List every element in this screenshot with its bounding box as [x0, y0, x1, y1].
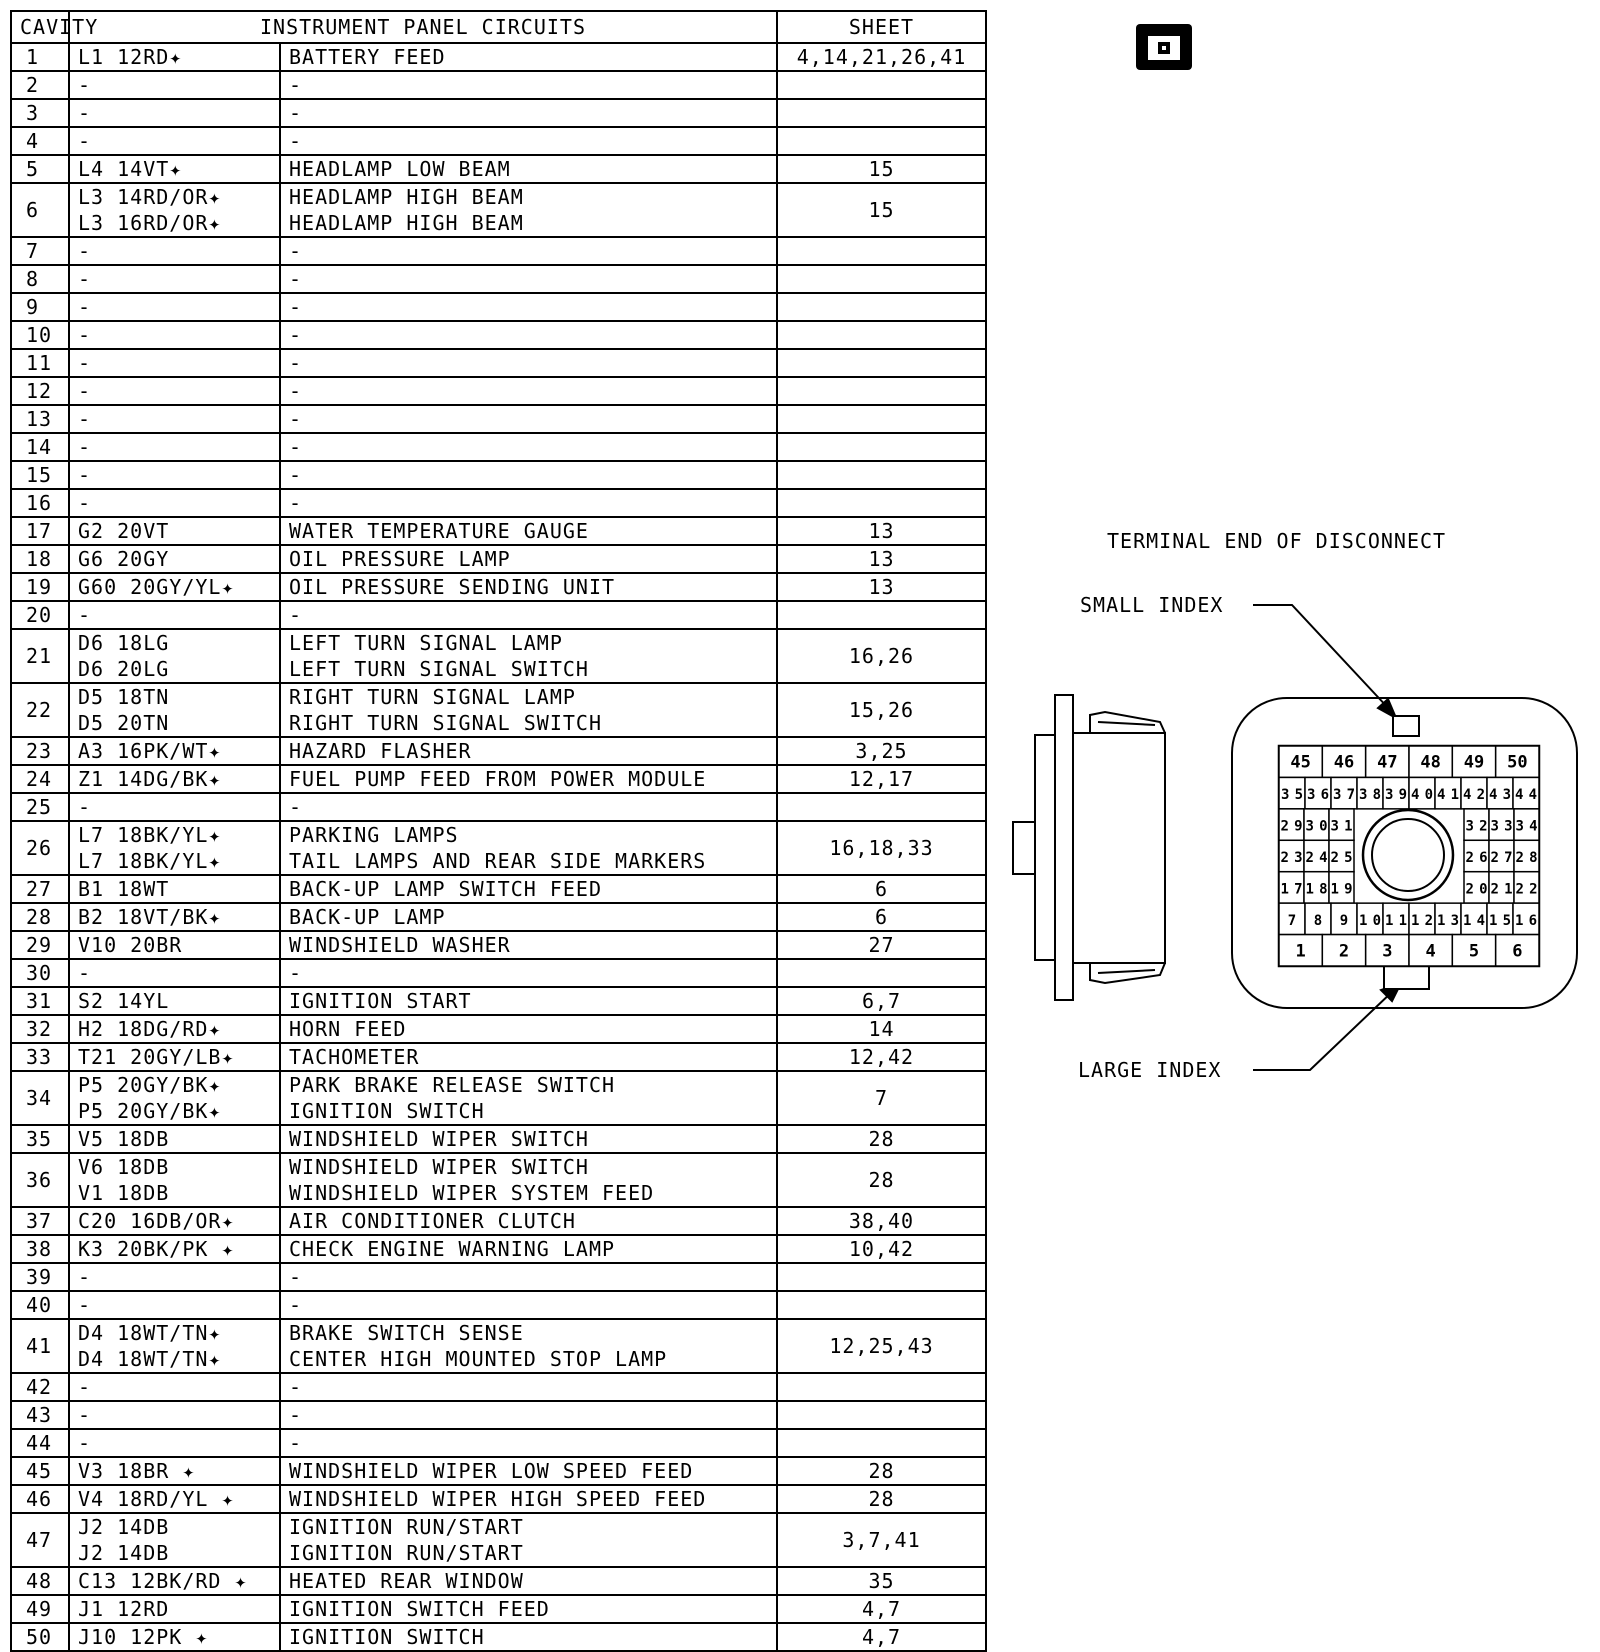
cavity-number: 33 — [11, 1043, 69, 1071]
wire-code: V10 20BR — [78, 933, 183, 957]
pin-number: 21 — [1490, 881, 1513, 898]
circuit-description: HEATED REAR WINDOW — [289, 1569, 524, 1593]
pin-number: 10 — [1359, 912, 1381, 929]
wire-code: - — [78, 1293, 92, 1317]
pin-number: 48 — [1420, 752, 1441, 773]
circuit-description: IGNITION START — [289, 989, 472, 1013]
cavity-number: 47 — [11, 1513, 69, 1567]
pin-number: 25 — [1330, 850, 1353, 866]
cavity-header: CAVITY — [11, 11, 69, 43]
sheet-reference: 12,42 — [777, 1043, 986, 1071]
circuit-description: CHECK ENGINE WARNING LAMP — [289, 1237, 616, 1261]
pin-number: 2 — [1338, 941, 1350, 962]
circuit-description: BRAKE SWITCH SENSE — [289, 1321, 524, 1345]
cavity-number: 29 — [11, 931, 69, 959]
cavity-number: 36 — [11, 1153, 69, 1207]
sheet-reference: 35 — [777, 1567, 986, 1595]
pin-number: 23 — [1280, 850, 1303, 866]
cavity-number: 10 — [11, 321, 69, 349]
circuit-description: WINDSHIELD WIPER SWITCH — [289, 1127, 589, 1151]
pin-number: 8 — [1313, 912, 1323, 929]
circuit-description: TAIL LAMPS AND REAR SIDE MARKERS — [289, 849, 707, 873]
cavity-number: 6 — [11, 183, 69, 237]
circuit-description: TACHOMETER — [289, 1045, 420, 1069]
pin-number: 47 — [1377, 752, 1398, 773]
cavity-number: 26 — [11, 821, 69, 875]
wire-code: - — [78, 1375, 92, 1399]
wire-code: - — [78, 351, 92, 375]
cavity-number: 24 — [11, 765, 69, 793]
cavity-number: 5 — [11, 155, 69, 183]
pin-number: 4 — [1425, 941, 1436, 962]
sheet-reference: 6 — [777, 875, 986, 903]
pin-number: 38 — [1359, 787, 1381, 804]
pin-number: 7 — [1287, 912, 1297, 929]
cavity-number: 39 — [11, 1263, 69, 1291]
pin-number: 43 — [1489, 787, 1511, 804]
sheet-reference: 28 — [777, 1485, 986, 1513]
pin-number: 1 — [1295, 941, 1306, 962]
pin-number: 50 — [1507, 752, 1528, 773]
wire-code: D6 18LG — [78, 631, 170, 655]
circuit-description: WINDSHIELD WIPER HIGH SPEED FEED — [289, 1487, 707, 1511]
cavity-number: 37 — [11, 1207, 69, 1235]
circuit-description: WATER TEMPERATURE GAUGE — [289, 519, 589, 543]
pin-number: 19 — [1330, 881, 1353, 898]
wire-code: A3 16PK/WT✦ — [78, 739, 222, 763]
wire-code: V3 18BR ✦ — [78, 1459, 196, 1483]
cavity-number: 46 — [11, 1485, 69, 1513]
pin-number: 18 — [1305, 881, 1328, 898]
cavity-number: 32 — [11, 1015, 69, 1043]
wire-code: J2 14DB — [78, 1515, 170, 1539]
sheet-reference: 14 — [777, 1015, 986, 1043]
circuit-description: - — [289, 463, 303, 487]
circuit-description: HEADLAMP HIGH BEAM — [289, 211, 524, 235]
wire-code: - — [78, 603, 92, 627]
circuit-description: - — [289, 1375, 303, 1399]
cavity-number: 8 — [11, 265, 69, 293]
circuit-description: - — [289, 267, 303, 291]
cavity-number: 35 — [11, 1125, 69, 1153]
cavity-number: 30 — [11, 959, 69, 987]
circuit-description: - — [289, 435, 303, 459]
circuit-description: - — [289, 351, 303, 375]
cavity-number: 20 — [11, 601, 69, 629]
pin-number: 37 — [1333, 787, 1355, 804]
cavity-number: 34 — [11, 1071, 69, 1125]
sheet-reference: 27 — [777, 931, 986, 959]
small-index-label: SMALL INDEX — [1080, 593, 1224, 617]
cavity-number: 11 — [11, 349, 69, 377]
circuit-description: CENTER HIGH MOUNTED STOP LAMP — [289, 1347, 668, 1371]
pin-number: 32 — [1465, 818, 1488, 835]
cavity-number: 13 — [11, 405, 69, 433]
cavity-number: 40 — [11, 1291, 69, 1319]
wire-code: J2 14DB — [78, 1541, 170, 1565]
wire-code: B1 18WT — [78, 877, 170, 901]
pin-number: 24 — [1305, 850, 1328, 866]
wire-code: B2 18VT/BK✦ — [78, 905, 222, 929]
wire-code: J10 12PK ✦ — [78, 1625, 209, 1649]
circuit-description: HORN FEED — [289, 1017, 407, 1041]
wire-code: D5 20TN — [78, 711, 170, 735]
wire-code: D5 18TN — [78, 685, 170, 709]
pin-number: 44 — [1515, 787, 1537, 804]
cavity-number: 41 — [11, 1319, 69, 1373]
center-bolt — [1363, 810, 1453, 900]
wire-code: - — [78, 1431, 92, 1455]
wire-code: L3 16RD/OR✦ — [78, 211, 222, 235]
wire-code: - — [78, 435, 92, 459]
circuit-description: IGNITION SWITCH FEED — [289, 1597, 550, 1621]
wire-code: K3 20BK/PK ✦ — [78, 1237, 235, 1261]
large-index-tab — [1384, 965, 1429, 989]
large-index-pointer — [1253, 983, 1401, 1070]
pin-number: 9 — [1339, 912, 1349, 929]
cavity-number: 31 — [11, 987, 69, 1015]
circuit-description: BATTERY FEED — [289, 45, 446, 69]
cavity-number: 45 — [11, 1457, 69, 1485]
circuit-description: HEADLAMP HIGH BEAM — [289, 185, 524, 209]
pin-number: 36 — [1307, 787, 1329, 804]
circuit-description: AIR CONDITIONER CLUTCH — [289, 1209, 576, 1233]
circuit-description: FUEL PUMP FEED FROM POWER MODULE — [289, 767, 707, 791]
cavity-number: 18 — [11, 545, 69, 573]
circuit-description: - — [289, 73, 303, 97]
circuit-description: - — [289, 1403, 303, 1427]
cavity-number: 25 — [11, 793, 69, 821]
sheet-reference: 4,7 — [777, 1595, 986, 1623]
circuit-description: - — [289, 323, 303, 347]
pin-number: 40 — [1411, 787, 1433, 804]
connector-symbol-icon — [1136, 24, 1192, 70]
pin-number: 31 — [1330, 818, 1353, 835]
wire-code: - — [78, 101, 92, 125]
wire-code: L1 12RD✦ — [78, 45, 183, 69]
wire-code: Z1 14DG/BK✦ — [78, 767, 222, 791]
pin-number: 41 — [1437, 787, 1459, 804]
pin-number: 33 — [1490, 818, 1513, 835]
cavity-number: 43 — [11, 1401, 69, 1429]
wire-code: G60 20GY/YL✦ — [78, 575, 235, 599]
circuit-description: IGNITION RUN/START — [289, 1541, 524, 1565]
large-index-label: LARGE INDEX — [1078, 1058, 1222, 1082]
circuit-description: - — [289, 129, 303, 153]
pin-number: 46 — [1333, 752, 1355, 773]
pin-number: 28 — [1515, 850, 1538, 866]
pin-number: 6 — [1512, 941, 1523, 962]
sheet-reference: 3,25 — [777, 737, 986, 765]
wire-code: P5 20GY/BK✦ — [78, 1073, 222, 1097]
circuit-description: HAZARD FLASHER — [289, 739, 472, 763]
cavity-number: 48 — [11, 1567, 69, 1595]
wire-code: V6 18DB — [78, 1155, 170, 1179]
circuit-description: - — [289, 1293, 303, 1317]
wire-code: G2 20VT — [78, 519, 170, 543]
wire-code: - — [78, 1403, 92, 1427]
pin-number: 26 — [1465, 850, 1488, 866]
pin-number: 49 — [1463, 752, 1485, 773]
cavity-number: 14 — [11, 433, 69, 461]
pin-number: 5 — [1468, 941, 1480, 962]
cavity-number: 38 — [11, 1235, 69, 1263]
sheet-reference: 28 — [777, 1125, 986, 1153]
sheet-reference: 13 — [777, 573, 986, 601]
cavity-number: 2 — [11, 71, 69, 99]
wire-code: - — [78, 239, 92, 263]
cavity-number: 50 — [11, 1623, 69, 1651]
circuit-description: PARKING LAMPS — [289, 823, 459, 847]
pin-number: 22 — [1515, 881, 1538, 898]
pin-number: 12 — [1411, 912, 1433, 929]
pin-number: 11 — [1385, 912, 1407, 929]
wire-code: D4 18WT/TN✦ — [78, 1347, 222, 1371]
wire-code: J1 12RD — [78, 1597, 170, 1621]
sheet-reference: 10,42 — [777, 1235, 986, 1263]
pin-number: 34 — [1515, 818, 1538, 835]
wire-code: P5 20GY/BK✦ — [78, 1099, 222, 1123]
pin-number: 17 — [1280, 881, 1303, 898]
wire-code: - — [78, 267, 92, 291]
circuit-description: BACK-UP LAMP SWITCH FEED — [289, 877, 602, 901]
circuit-description: - — [289, 1265, 303, 1289]
wire-code: V4 18RD/YL ✦ — [78, 1487, 235, 1511]
circuit-description: - — [289, 603, 303, 627]
sheet-reference: 28 — [777, 1153, 986, 1207]
wire-code: - — [78, 463, 92, 487]
sheet-reference: 3,7,41 — [777, 1513, 986, 1567]
circuit-description: - — [289, 239, 303, 263]
wire-code: L7 18BK/YL✦ — [78, 849, 222, 873]
circuits-header: INSTRUMENT PANEL CIRCUITS — [69, 11, 777, 43]
circuit-description: LEFT TURN SIGNAL LAMP — [289, 631, 563, 655]
circuit-description: - — [289, 491, 303, 515]
wire-code: T21 20GY/LB✦ — [78, 1045, 235, 1069]
wire-code: - — [78, 295, 92, 319]
sheet-reference: 15,26 — [777, 683, 986, 737]
sheet-reference: 12,25,43 — [777, 1319, 986, 1373]
cavity-number: 21 — [11, 629, 69, 683]
small-index-pointer — [1253, 605, 1396, 718]
sheet-reference: 16,18,33 — [777, 821, 986, 875]
circuit-description: LEFT TURN SIGNAL SWITCH — [289, 657, 589, 681]
cavity-number: 3 — [11, 99, 69, 127]
circuit-description: WINDSHIELD WIPER SWITCH — [289, 1155, 589, 1179]
cavity-number: 16 — [11, 489, 69, 517]
cavity-number: 4 — [11, 127, 69, 155]
circuit-description: - — [289, 101, 303, 125]
cavity-number: 28 — [11, 903, 69, 931]
circuit-description: PARK BRAKE RELEASE SWITCH — [289, 1073, 616, 1097]
wire-code: - — [78, 323, 92, 347]
circuit-description: OIL PRESSURE SENDING UNIT — [289, 575, 616, 599]
wire-code: - — [78, 407, 92, 431]
sheet-reference: 4,14,21,26,41 — [777, 43, 986, 71]
sheet-reference: 6 — [777, 903, 986, 931]
sheet-reference: 13 — [777, 545, 986, 573]
sheet-reference: 12,17 — [777, 765, 986, 793]
circuit-description: - — [289, 407, 303, 431]
cavity-number: 17 — [11, 517, 69, 545]
wire-code: L7 18BK/YL✦ — [78, 823, 222, 847]
pin-number: 39 — [1385, 787, 1407, 804]
wire-code: V5 18DB — [78, 1127, 170, 1151]
wire-code: H2 18DG/RD✦ — [78, 1017, 222, 1041]
circuit-description: WINDSHIELD WIPER LOW SPEED FEED — [289, 1459, 694, 1483]
cavity-number: 22 — [11, 683, 69, 737]
sheet-reference: 13 — [777, 517, 986, 545]
circuit-description: - — [289, 1431, 303, 1455]
pin-number: 14 — [1463, 912, 1485, 929]
pin-number: 13 — [1437, 912, 1459, 929]
wire-code: - — [78, 73, 92, 97]
cavity-number: 19 — [11, 573, 69, 601]
pin-number: 35 — [1281, 787, 1303, 804]
circuit-description: IGNITION SWITCH — [289, 1625, 485, 1649]
circuit-description: BACK-UP LAMP — [289, 905, 446, 929]
sheet-reference: 28 — [777, 1457, 986, 1485]
circuit-description: RIGHT TURN SIGNAL LAMP — [289, 685, 576, 709]
cavity-number: 1 — [11, 43, 69, 71]
wire-code: C20 16DB/OR✦ — [78, 1209, 235, 1233]
cavity-number: 15 — [11, 461, 69, 489]
sheet-reference: 15 — [777, 155, 986, 183]
sheet-header: SHEET — [777, 11, 986, 43]
pin-number: 30 — [1305, 818, 1328, 835]
sheet-reference: 6,7 — [777, 987, 986, 1015]
wire-code: D6 20LG — [78, 657, 170, 681]
circuit-description: - — [289, 961, 303, 985]
circuit-description: IGNITION RUN/START — [289, 1515, 524, 1539]
cavity-number: 44 — [11, 1429, 69, 1457]
wire-code: - — [78, 961, 92, 985]
sheet-reference: 15 — [777, 183, 986, 237]
pin-number: 45 — [1290, 752, 1311, 773]
circuit-description: RIGHT TURN SIGNAL SWITCH — [289, 711, 602, 735]
wire-code: - — [78, 1265, 92, 1289]
sheet-reference: 16,26 — [777, 629, 986, 683]
circuit-description: HEADLAMP LOW BEAM — [289, 157, 511, 181]
wire-code: G6 20GY — [78, 547, 170, 571]
wire-code: - — [78, 129, 92, 153]
circuit-description: WINDSHIELD WIPER SYSTEM FEED — [289, 1181, 655, 1205]
connector-side-view — [1013, 695, 1165, 1000]
circuit-description: - — [289, 379, 303, 403]
pin-number: 42 — [1463, 787, 1485, 804]
cavity-number: 7 — [11, 237, 69, 265]
wire-code: V1 18DB — [78, 1181, 170, 1205]
circuit-description: OIL PRESSURE LAMP — [289, 547, 511, 571]
pin-number: 16 — [1515, 912, 1537, 929]
sheet-reference: 7 — [777, 1071, 986, 1125]
cavity-number: 12 — [11, 377, 69, 405]
pin-number: 20 — [1465, 881, 1488, 898]
wire-code: S2 14YL — [78, 989, 170, 1013]
circuit-description: IGNITION SWITCH — [289, 1099, 485, 1123]
pin-number: 15 — [1489, 912, 1511, 929]
diagram-title: TERMINAL END OF DISCONNECT — [1107, 529, 1447, 553]
circuit-description: - — [289, 295, 303, 319]
wire-code: L3 14RD/OR✦ — [78, 185, 222, 209]
pin-number: 3 — [1382, 941, 1393, 962]
cavity-number: 27 — [11, 875, 69, 903]
cavity-number: 9 — [11, 293, 69, 321]
wire-code: - — [78, 491, 92, 515]
wire-code: L4 14VT✦ — [78, 157, 183, 181]
circuit-description: WINDSHIELD WASHER — [289, 933, 511, 957]
cavity-number: 49 — [11, 1595, 69, 1623]
wire-code: C13 12BK/RD ✦ — [78, 1569, 248, 1593]
pin-number: 27 — [1490, 850, 1513, 866]
circuit-description: - — [289, 795, 303, 819]
cavity-number: 23 — [11, 737, 69, 765]
wire-code: D4 18WT/TN✦ — [78, 1321, 222, 1345]
wire-code: - — [78, 795, 92, 819]
sheet-reference: 38,40 — [777, 1207, 986, 1235]
connector-terminal-face — [1232, 698, 1577, 1008]
wire-code: - — [78, 379, 92, 403]
sheet-reference: 4,7 — [777, 1623, 986, 1651]
pin-number: 29 — [1280, 818, 1303, 835]
cavity-number: 42 — [11, 1373, 69, 1401]
small-index-tab — [1393, 716, 1419, 736]
